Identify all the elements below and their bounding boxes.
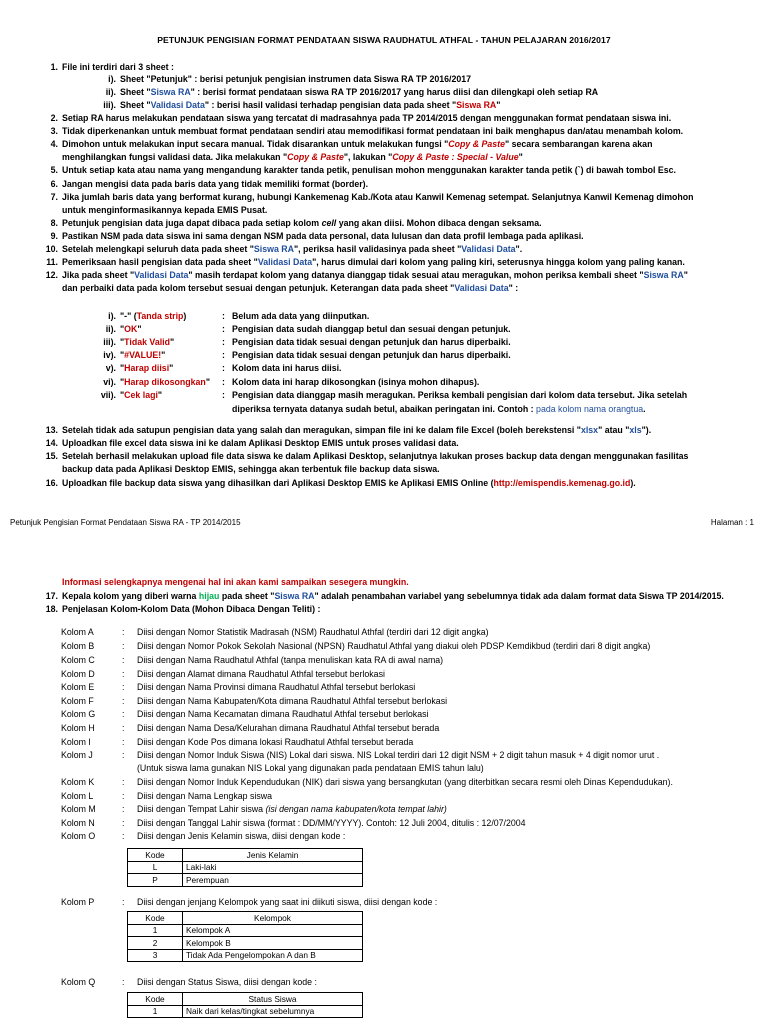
legend-code: "#VALUE!": [120, 350, 166, 360]
item-number: 5.: [50, 165, 58, 175]
column-label: Kolom A: [61, 627, 94, 637]
legend-number: v).: [105, 363, 116, 373]
table-cell: Kelompok A: [183, 924, 363, 937]
colon: :: [122, 750, 125, 760]
item-number: 6.: [50, 179, 58, 189]
page-footer-title: Petunjuk Pengisian Format Pendataan Siswa RA - TP 2014/2015: [10, 518, 241, 527]
item-text: dan perbaiki data pada kolom tersebut sesuai dengan petunjuk. Keterangan data pada sheet "Validasi Data" :: [62, 283, 519, 293]
legend-description: Pengisian data tidak sesuai dengan petunjuk dan harus diperbaiki.: [232, 350, 511, 360]
column-label: Kolom Q: [61, 977, 96, 987]
item-text: menghilangkan fungsi validasi data. Jika melakukan "Copy & Paste", lakukan "Copy & Paste : Special - Value": [62, 152, 523, 162]
sub-item-number: iii).: [103, 100, 116, 110]
column-label: Kolom N: [61, 818, 95, 828]
info-note: Informasi selengkapnya mengenai hal ini akan kami sampaikan sesegera mungkin.: [62, 577, 409, 587]
colon: :: [122, 791, 125, 801]
table-cell: Kelompok B: [183, 937, 363, 950]
column-label: Kolom G: [61, 709, 96, 719]
column-description: Diisi dengan Nomor Induk Siswa (NIS) Lokal dari siswa. NIS Lokal terdiri dari 12 digit NSM + 2 digit tahun masuk + 4 digit nomor urut .: [137, 750, 660, 760]
column-label: Kolom I: [61, 737, 91, 747]
sub-item-number: i).: [108, 74, 116, 84]
table-header: Kelompok: [183, 912, 363, 925]
column-label: Kolom M: [61, 804, 96, 814]
table-row: [128, 949, 363, 962]
column-description: Diisi dengan Nomor Pokok Sekolah Nasional (NPSN) Raudhatul Athfal yang diakui oleh PDSP Kemdikbud (terdiri dari 8 digit angka): [137, 641, 651, 651]
table-cell: Laki-laki: [183, 861, 363, 874]
item-number: 14.: [45, 438, 58, 448]
colon: :: [122, 627, 125, 637]
item-text: Setelah berhasil melakukan upload file data siswa ke dalam Aplikasi Desktop, selanjutnya lakukan proses backup data dengan menggunakan fasilitas: [62, 451, 689, 461]
item-text: Dimohon untuk melakukan input secara manual. Tidak disarankan untuk melakukan fungsi "Copy & Paste" secara sembarangan karena akan: [62, 139, 653, 149]
colon: :: [222, 377, 225, 387]
item-number: 10.: [45, 244, 58, 254]
column-description: Diisi dengan Nama Lengkap siswa: [137, 791, 272, 801]
table-header: Kode: [128, 912, 183, 925]
legend-description: Belum ada data yang diinputkan.: [232, 311, 370, 321]
legend-code: "-" (Tanda strip): [120, 311, 187, 321]
legend-number: iii).: [103, 337, 116, 347]
column-description: Diisi dengan Nama Kabupaten/Kota dimana Raudhatul Athfal tersebut berlokasi: [137, 696, 448, 706]
item-number: 2.: [50, 113, 58, 123]
legend-code: "Harap diisi": [120, 363, 174, 373]
table-cell: L: [128, 861, 183, 874]
legend-description: diperiksa ternyata datanya sudah betul, abaikan peringatan ini. Contoh : pada kolom nama orangtua.: [232, 404, 646, 414]
colon: :: [122, 977, 125, 987]
item-text: File ini terdiri dari 3 sheet :: [62, 62, 174, 72]
table-header: Status Siswa: [183, 993, 363, 1006]
item-number: 18.: [45, 604, 58, 614]
column-description: Diisi dengan Jenis Kelamin siswa, diisi dengan kode :: [137, 831, 346, 841]
legend-description: Pengisian data sudah dianggap betul dan sesuai dengan petunjuk.: [232, 324, 511, 334]
column-label: Kolom C: [61, 655, 95, 665]
colon: :: [122, 723, 125, 733]
item-number: 13.: [45, 425, 58, 435]
colon: :: [122, 897, 125, 907]
colon: :: [122, 777, 125, 787]
column-description: Diisi dengan Nomor Statistik Madrasah (NSM) Raudhatul Athfal (terdiri dari 12 digit angka): [137, 627, 489, 637]
page-number: Halaman : 1: [710, 518, 754, 527]
colon: :: [222, 390, 225, 400]
column-description: Diisi dengan Nomor Induk Kependudukan (NIK) dari siswa yang bersangkutan (yang diterbitkan secara resmi oleh Dinas Kependudukan).: [137, 777, 673, 787]
column-description: Diisi dengan Nama Provinsi dimana Raudhatul Athfal tersebut berlokasi: [137, 682, 416, 692]
colon: :: [222, 337, 225, 347]
column-description: Diisi dengan Nama Desa/Kelurahan dimana Raudhatul Athfal tersebut berada: [137, 723, 440, 733]
colon: :: [222, 350, 225, 360]
column-label: Kolom K: [61, 777, 95, 787]
item-text: Uploadkan file excel data siswa ini ke dalam Aplikasi Desktop EMIS untuk proses validasi data.: [62, 438, 459, 448]
item-number: 11.: [46, 257, 58, 267]
item-text: Setelah melengkapi seluruh data pada sheet "Siswa RA", periksa hasil validasinya pada sheet "Validasi Data".: [62, 244, 523, 254]
column-label: Kolom D: [61, 669, 95, 679]
table-row: [128, 861, 363, 874]
table-cell: 3: [128, 949, 183, 962]
sub-item-number: ii).: [105, 87, 116, 97]
legend-code: "Cek lagi": [120, 390, 163, 400]
table-row: [128, 937, 363, 950]
item-text: Setiap RA harus melakukan pendataan siswa yang tercatat di madrasahnya pada TP 2014/2015 dengan menggunakan format pendataan siswa ini.: [62, 113, 672, 123]
column-label: Kolom E: [61, 682, 95, 692]
column-label: Kolom P: [61, 897, 95, 907]
legend-number: i).: [108, 311, 116, 321]
item-text: Pemeriksaan hasil pengisian data pada sheet "Validasi Data", harus dimulai dari kolom yang paling kiri, seterusnya hingga kolom yang paling kanan.: [62, 257, 685, 267]
column-label: Kolom J: [61, 750, 93, 760]
column-description: Diisi dengan Nama Kecamatan dimana Raudhatul Athfal tersebut berlokasi: [137, 709, 429, 719]
table-header: Kode: [128, 993, 183, 1006]
colon: :: [122, 696, 125, 706]
document-title: PETUNJUK PENGISIAN FORMAT PENDATAAN SISWA RAUDHATUL ATHFAL - TAHUN PELAJARAN 2016/2017: [157, 35, 611, 45]
colon: :: [122, 669, 125, 679]
colon: :: [122, 709, 125, 719]
legend-number: vi).: [103, 377, 116, 387]
colon: :: [122, 818, 125, 828]
column-description: (Untuk siswa lama gunakan NIS Lokal yang digunakan pada pendataan EMIS tahun lalu): [137, 763, 484, 773]
item-number: 16.: [45, 478, 58, 488]
colon: :: [122, 641, 125, 651]
item-text: Penjelasan Kolom-Kolom Data (Mohon Dibaca Dengan Teliti) :: [62, 604, 321, 614]
column-description: Diisi dengan Tempat Lahir siswa (isi dengan nama kabupaten/kota tempat lahir): [137, 804, 447, 814]
colon: :: [122, 831, 125, 841]
column-description: Diisi dengan Kode Pos dimana lokasi Raudhatul Athfal tersebut berada: [137, 737, 414, 747]
item-text: Jika jumlah baris data yang berformat kurang, hubungi Kankemenag Kab./Kota atau Kanwil Kemenag setempat. Selanjutnya Kanwil Kemenag dimohon: [62, 192, 694, 202]
legend-description: Pengisian data dianggap masih meragukan. Periksa kembali pengisian dari kolom data tersebut. Jika setelah: [232, 390, 688, 400]
legend-code: "Tidak Valid": [120, 337, 175, 347]
item-number: 7.: [50, 192, 58, 202]
colon: :: [122, 682, 125, 692]
legend-code: "OK": [120, 324, 142, 334]
sub-item-text: Sheet "Siswa RA" : berisi format pendataan siswa RA TP 2016/2017 yang harus diisi dan dilengkapi oleh setiap RA: [120, 87, 599, 97]
table-cell: 2: [128, 937, 183, 950]
colon: :: [122, 737, 125, 747]
item-text: Uploadkan file backup data siswa yang dihasilkan dari Aplikasi Desktop EMIS ke Aplikasi EMIS Online (http://emispendis.kemenag.go.id).: [62, 478, 636, 488]
table-cell: Tidak Ada Pengelompokan A dan B: [183, 949, 363, 962]
legend-code: "Harap dikosongkan": [120, 377, 210, 387]
item-number: 1.: [50, 62, 58, 72]
item-text: Jangan mengisi data pada baris data yang tidak memiliki format (border).: [62, 179, 369, 189]
item-text: untuk menginformasikannya kepada EMIS Pusat.: [62, 205, 268, 215]
item-text: Kepala kolom yang diberi warna hijau pada sheet "Siswa RA" adalah penambahan variabel yang sebelumnya tidak ada dalam format data Siswa TP 2014/2015.: [62, 591, 724, 601]
column-label: Kolom H: [61, 723, 95, 733]
column-label: Kolom B: [61, 641, 95, 651]
colon: :: [222, 363, 225, 373]
table-status: [127, 992, 363, 1018]
column-label: Kolom F: [61, 696, 94, 706]
sub-item-text: Sheet "Petunjuk" : berisi petunjuk pengisian instrumen data Siswa RA TP 2016/2017: [120, 74, 472, 84]
legend-number: iv).: [103, 350, 116, 360]
table-header: Kode: [128, 849, 183, 862]
item-number: 17.: [45, 591, 58, 601]
column-description: Diisi dengan jenjang Kelompok yang saat ini diikuti siswa, diisi dengan kode :: [137, 897, 438, 907]
item-number: 9.: [50, 231, 58, 241]
item-number: 12.: [45, 270, 58, 280]
item-number: 3.: [50, 126, 58, 136]
item-text: Untuk setiap kata atau nama yang mengandung karakter tanda petik, penulisan mohon menggunakan karakter tanda petik (`) di bawah tombol Esc.: [62, 165, 676, 175]
column-label: Kolom O: [61, 831, 96, 841]
table-cell: Perempuan: [183, 874, 363, 887]
colon: :: [122, 804, 125, 814]
table-gender: [127, 848, 363, 887]
item-text: Pastikan NSM pada data siswa ini sama dengan NSM pada data personal, data lulusan dan data profil lembaga pada aplikasi.: [62, 231, 584, 241]
table-cell: Naik dari kelas/tingkat sebelumnya: [183, 1005, 363, 1018]
item-text: Petunjuk pengisian data juga dapat dibaca pada setiap kolom cell yang akan diisi. Mohon dibaca dengan seksama.: [62, 218, 542, 228]
item-text: Jika pada sheet "Validasi Data" masih terdapat kolom yang datanya dianggap tidak sesuai atau meragukan, mohon periksa kembali sheet "Siswa RA": [62, 270, 688, 280]
table-cell: 1: [128, 1005, 183, 1018]
column-description: Diisi dengan Alamat dimana Raudhatul Athfal tersebut berlokasi: [137, 669, 385, 679]
legend-number: vii).: [100, 390, 116, 400]
table-cell: P: [128, 874, 183, 887]
item-number: 15.: [45, 451, 58, 461]
table-row: [128, 874, 363, 887]
legend-description: Pengisian data tidak sesuai dengan petunjuk dan harus diperbaiki.: [232, 337, 511, 347]
column-description: Diisi dengan Tanggal Lahir siswa (format : DD/MM/YYYY). Contoh: 12 Juli 2004, ditulis : 12/07/2004: [137, 818, 526, 828]
item-text: Setelah tidak ada satupun pengisian data yang salah dan meragukan, simpan file ini ke dalam file Excel (boleh berekstensi "xlsx" atau "xls").: [62, 425, 652, 435]
item-number: 4.: [50, 139, 58, 149]
legend-description: Kolom data ini harus diisi.: [232, 363, 342, 373]
legend-number: ii).: [105, 324, 116, 334]
sub-item-text: Sheet "Validasi Data" : berisi hasil validasi terhadap pengisian data pada sheet "Siswa RA": [120, 100, 501, 110]
item-text: Tidak diperkenankan untuk membuat format pendataan sendiri atau memodifikasi format pendataan ini baik menghapus dan/atau menambah kolom.: [62, 126, 684, 136]
item-text: backup data pada Aplikasi Desktop EMIS, sehingga akan terbentuk file backup data siswa.: [62, 464, 440, 474]
table-cell: 1: [128, 924, 183, 937]
table-row: [128, 1005, 363, 1018]
table-group: [127, 911, 363, 962]
legend-description: Kolom data ini harap dikosongkan (isinya mohon dihapus).: [232, 377, 480, 387]
table-row: [128, 924, 363, 937]
column-description: Diisi dengan Status Siswa, diisi dengan kode :: [137, 977, 317, 987]
colon: :: [222, 311, 225, 321]
colon: :: [222, 324, 225, 334]
table-header: Jenis Kelamin: [183, 849, 363, 862]
column-description: Diisi dengan Nama Raudhatul Athfal (tanpa menuliskan kata RA di awal nama): [137, 655, 444, 665]
column-label: Kolom L: [61, 791, 94, 801]
colon: :: [122, 655, 125, 665]
item-number: 8.: [50, 218, 58, 228]
